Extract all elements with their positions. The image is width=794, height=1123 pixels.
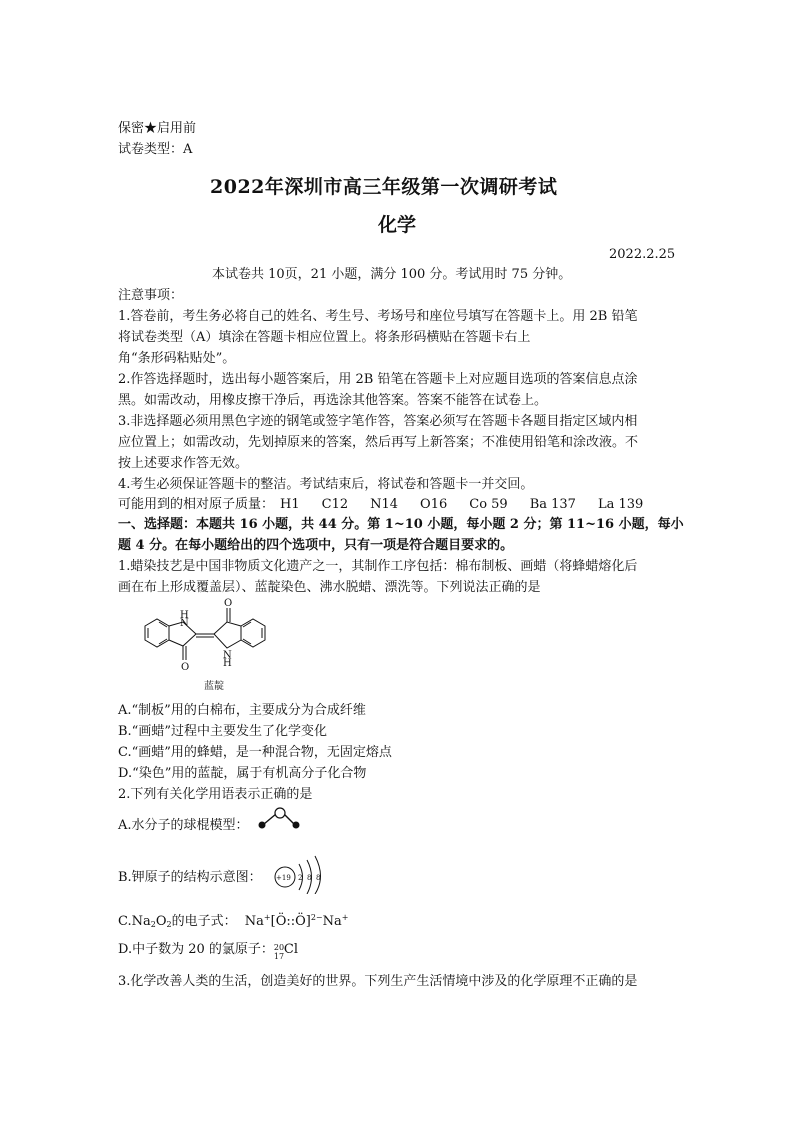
charge: 2−	[310, 913, 323, 922]
sodium-symbol: Na	[322, 914, 342, 929]
mass-number: 20	[273, 943, 285, 952]
q2-option-d	[118, 942, 299, 961]
left-benzene-ring	[145, 619, 169, 647]
shell-electrons: 2	[298, 874, 303, 882]
nh-hydrogen-bottom: H	[223, 658, 232, 669]
confidential-label: 保密★启用前	[118, 121, 197, 136]
note-line: 按上述要求作答无效。	[118, 456, 249, 471]
q2-option-b-label: B.钾原子的结构示意图：	[118, 870, 262, 885]
atomic-number: 17	[273, 952, 285, 961]
peroxide-electrons: Ö::Ö	[275, 914, 306, 929]
q1-option-c: C.“画蜡”用的蜂蜡，是一种混合物，无固定熔点	[118, 745, 392, 760]
exam-title: 2022年深圳市高三年级第一次调研考试	[210, 176, 558, 198]
q2-option-a-label: A.水分子的球棍模型：	[118, 818, 249, 833]
q1-option-a: A.“制板”用的白棉布，主要成分为合成纤维	[118, 703, 366, 718]
nucleus-charge: +19	[276, 874, 291, 882]
nitrogen-bottom: N	[223, 650, 232, 661]
note-line: 将试卷类型（A）填涂在答题卡相应位置上。将条形码横贴在答题卡右上	[118, 330, 531, 345]
atomic-mass-label: 可能用到的相对原子质量：	[118, 497, 275, 512]
note-line: 角“条形码粘贴处”。	[118, 351, 236, 366]
note-line: 1.答卷前，考生务必将自己的姓名、考生号、考场号和座位号填写在答题卡上。用 2B 铅笔	[118, 309, 638, 324]
bracket: ]	[305, 914, 311, 929]
atomic-mass-value: N14	[370, 497, 399, 512]
nitrogen-top: N	[180, 618, 189, 629]
oxygen-bottom: O	[181, 662, 190, 673]
bracket: [	[270, 914, 276, 929]
sodium-symbol: Na	[244, 914, 264, 929]
note-line: 4.考生必须保证答题卡的整洁。考试结束后，将试卷和答题卡一并交回。	[118, 477, 534, 492]
atomic-mass-value: H1	[280, 497, 300, 512]
note-line: 3.非选择题必须用黑色字迹的钢笔或签字笔作答，答案必须写在答题卡各题目指定区域内相	[118, 414, 638, 429]
note-line: 2.作答选择题时，选出每小题答案后，用 2B 铅笔在答题卡上对应题目选项的答案信息点涂	[118, 372, 638, 387]
q1-option-b: B.“画蜡”过程中主要发生了化学变化	[118, 724, 327, 739]
atomic-mass-value: C12	[321, 497, 349, 512]
nh-hydrogen-top: H	[180, 610, 189, 621]
right-benzene-ring	[241, 619, 265, 647]
note-line: 黑。如需改动，用橡皮擦干净后，再选涂其他答案。答案不能答在试卷上。	[118, 393, 548, 408]
indigo-caption: 蓝靛	[204, 681, 224, 692]
shell-electrons: 8	[316, 874, 321, 882]
subject-title: 化学	[378, 214, 417, 236]
exam-summary: 本试卷共 10页，21 小题，满分 100 分。考试用时 75 分钟。	[212, 267, 572, 282]
question-1-stem: 1.蜡染技艺是中国非物质文化遗产之一，其制作工序包括：棉布制板、画蜡（将蜂蜡熔化后	[118, 559, 638, 574]
charge: +	[341, 913, 349, 922]
chlorine-symbol: Cl	[283, 942, 299, 957]
exam-date: 2022.2.25	[609, 247, 676, 262]
question-2-stem: 2.下列有关化学用语表示正确的是	[118, 787, 313, 802]
charge: +	[263, 913, 271, 922]
water-ball-stick-model	[256, 806, 300, 832]
sodium-peroxide-electron-formula	[245, 914, 349, 929]
indigo-structure-diagram	[126, 594, 286, 692]
q2-option-c	[118, 910, 348, 933]
section-heading-line: 题 4 分。在每小题给出的四个选项中，只有一项是符合题目要求的。	[118, 538, 514, 553]
paper-type: 试卷类型：A	[118, 142, 193, 157]
q2-option-c-text: 的电子式：	[171, 914, 237, 929]
oxygen-top: O	[224, 598, 233, 609]
subscript: 2	[150, 920, 156, 929]
shell-electrons: 8	[307, 874, 312, 882]
q2-option-c-label: C.Na	[118, 914, 151, 929]
formula-oxygen: O	[155, 914, 167, 929]
atomic-mass-value: Co 59	[469, 497, 508, 512]
q2-option-d-label: D.中子数为 20 的氯原子：	[118, 942, 274, 957]
right-pyrrole-ring	[214, 622, 241, 648]
note-line: 应位置上；如需改动，先划掉原来的答案，然后再写上新答案；不准使用铅笔和涂改液。不	[118, 435, 639, 450]
isotope-notation	[273, 942, 285, 961]
atomic-mass-line	[118, 497, 665, 513]
atomic-mass-value: Ba 137	[529, 497, 576, 512]
q1-option-d: D.“染色”用的蓝靛，属于有机高分子化合物	[118, 766, 367, 781]
atomic-mass-value: La 139	[597, 497, 644, 512]
question-3-stem: 3.化学改善人类的生活，创造美好的世界。下列生产生活情境中涉及的化学原理不正确的是	[118, 974, 638, 989]
atomic-mass-value: O16	[420, 497, 448, 512]
question-1-stem: 画在布上形成覆盖层）、蓝靛染色、沸水脱蜡、漂洗等。下列说法正确的是	[118, 580, 541, 595]
notes-heading: 注意事项：	[118, 288, 184, 303]
potassium-atom-diagram	[270, 850, 332, 894]
section-heading-line: 一、选择题：本题共 16 小题，共 44 分。第 1~10 小题，每小题 2 分；第 11~16 小题，每小	[118, 517, 684, 532]
subscript: 2	[166, 920, 172, 929]
